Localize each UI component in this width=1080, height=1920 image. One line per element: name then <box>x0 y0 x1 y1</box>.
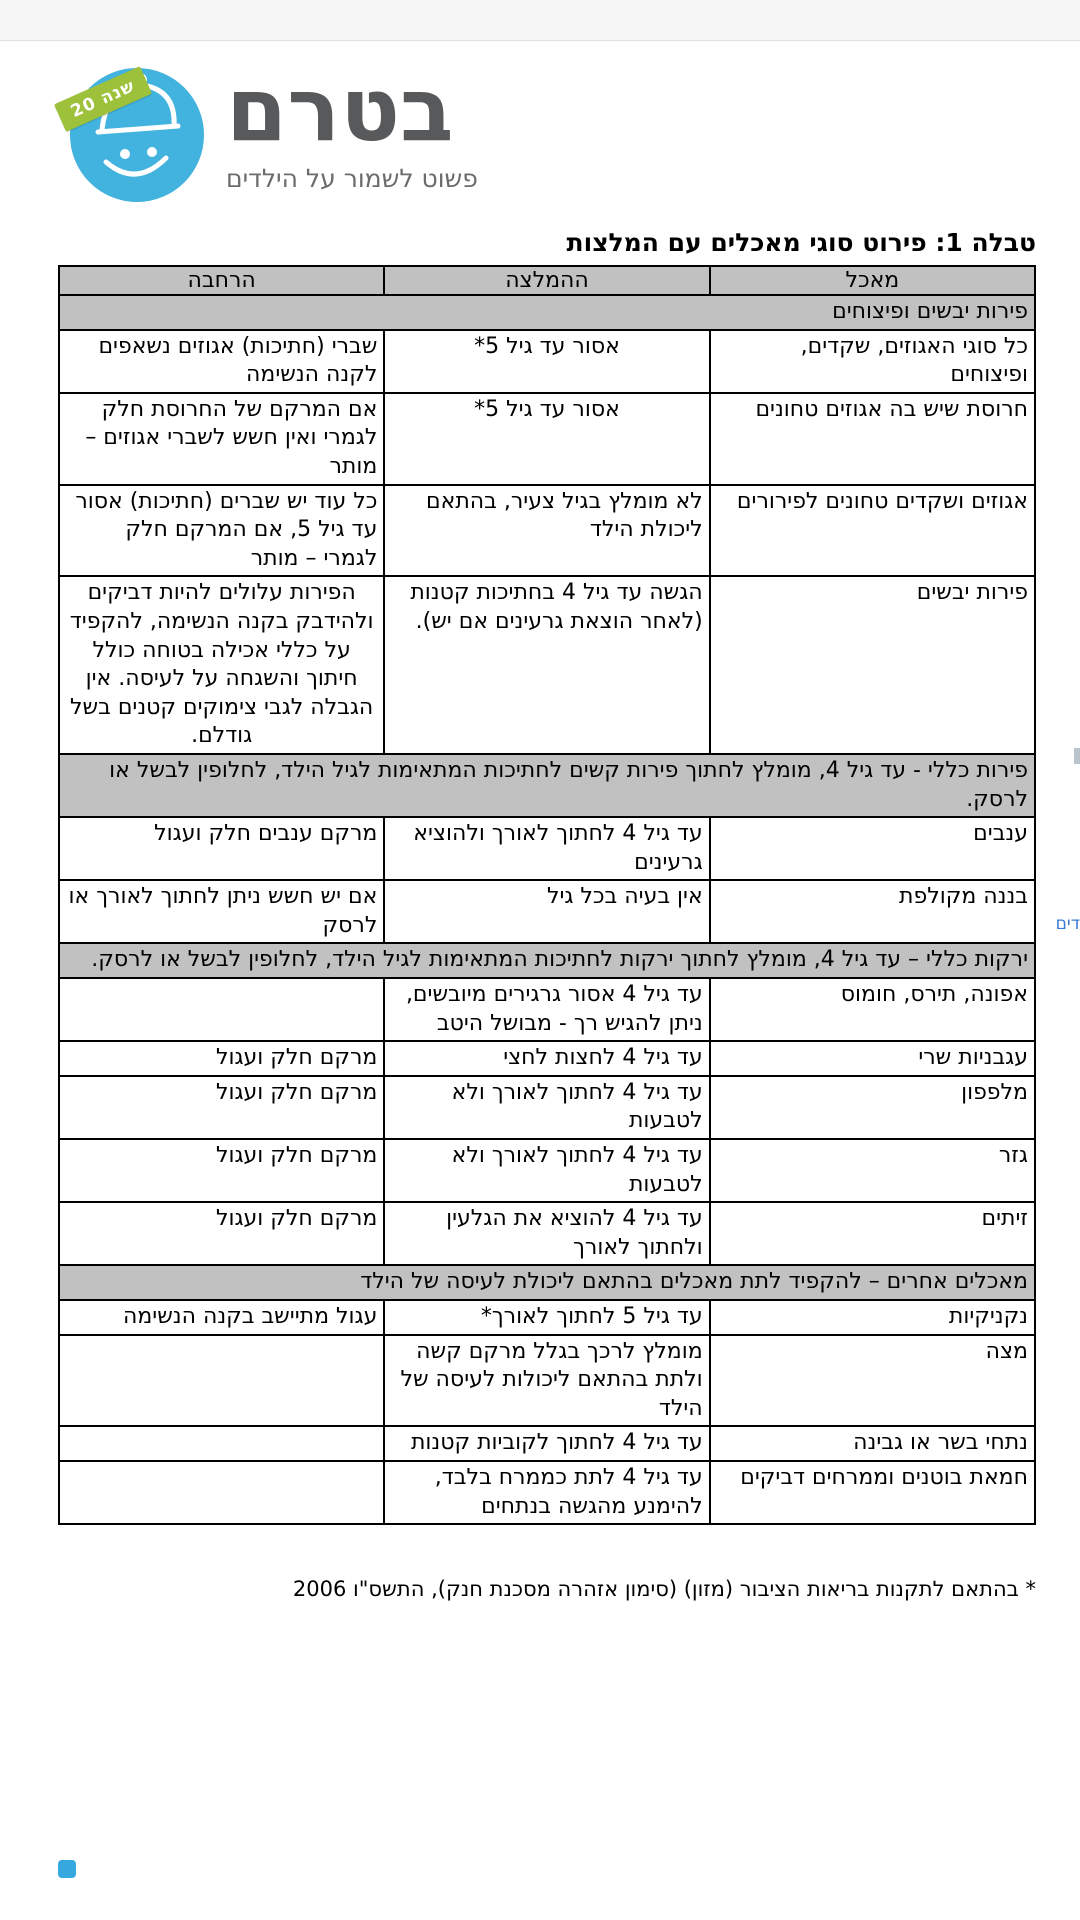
table-row <box>59 1335 1035 1427</box>
section-row <box>59 754 1035 817</box>
table-row <box>59 817 1035 880</box>
expansion-cell: מרקם ענבים חלק ועגול <box>59 817 384 880</box>
column-header: ההמלצה <box>384 266 709 295</box>
expansion-cell: אם המרקם של החרוסת חלק לגמרי ואין חשש לשברי אגוזים – מותר <box>59 393 384 485</box>
table-header <box>59 266 1035 295</box>
food-cell: נתחי בשר או גבינה <box>710 1426 1035 1461</box>
section-row <box>59 1265 1035 1300</box>
table-row <box>59 330 1035 393</box>
section-row <box>59 943 1035 978</box>
food-cell: כל סוגי האגוזים, שקדים, ופיצוחים <box>710 330 1035 393</box>
brand-name: בטרם <box>226 58 454 161</box>
table-row <box>59 1300 1035 1335</box>
table-title: טבלה 1: פירוט סוגי מאכלים עם המלצות <box>566 228 1036 257</box>
food-cell: גזר <box>710 1139 1035 1202</box>
recommendation-cell: אסור עד גיל 5* <box>384 330 709 393</box>
expansion-cell: כל עוד יש שברים (חתיכות) אסור עד גיל 5, אם המרקם חלק לגמרי – מותר <box>59 485 384 577</box>
recommendation-cell: מומלץ לרכך בגלל מרקם קשה ולתת בהתאם ליכולות לעיסה של הילד <box>384 1335 709 1427</box>
recommendation-cell: עד גיל 4 לחצות לחצי <box>384 1041 709 1076</box>
table-row <box>59 1139 1035 1202</box>
expansion-cell: מרקם חלק ועגול <box>59 1041 384 1076</box>
table-row <box>59 485 1035 577</box>
table-row <box>59 1426 1035 1461</box>
recommendation-cell: עד גיל 4 לחתוך לאורך ולא לטבעות <box>384 1076 709 1139</box>
food-cell: עגבניות שרי <box>710 1041 1035 1076</box>
widget-button[interactable] <box>58 1860 76 1878</box>
food-cell: נקניקיות <box>710 1300 1035 1335</box>
ribbon-label: 20 שנה <box>67 76 139 122</box>
food-cell: מלפפון <box>710 1076 1035 1139</box>
side-artifact-line <box>1074 748 1080 764</box>
expansion-cell <box>59 1461 384 1524</box>
food-cell: פירות יבשים <box>710 576 1035 754</box>
food-table <box>58 265 1036 1525</box>
recommendation-cell: אסור עד גיל 5* <box>384 393 709 485</box>
table-row <box>59 978 1035 1041</box>
section-label: פירות כללי - עד גיל 4, מומלץ לחתוך פירות קשים לחתיכות המתאימות לגיל הילד, לחלופין לבשל או לרסק. <box>59 754 1035 817</box>
section-label: פירות יבשים ופיצוחים <box>59 295 1035 330</box>
expansion-cell: אם יש חשש ניתן לחתוך לאורך או לרסק <box>59 880 384 943</box>
food-cell: חרוסת שיש בה אגוזים טחונים <box>710 393 1035 485</box>
recommendation-cell: עד גיל 5 לחתוך לאורך* <box>384 1300 709 1335</box>
section-label: מאכלים אחרים – להקפיד לתת מאכלים בהתאם ליכולת לעיסה של הילד <box>59 1265 1035 1300</box>
column-header: הרחבה <box>59 266 384 295</box>
side-artifact-text: דים <box>1055 914 1080 934</box>
recommendation-cell: עד גיל 4 להוציא את הגלעין ולחתוך לאורך <box>384 1202 709 1265</box>
table-body <box>59 295 1035 1524</box>
food-cell: חמאת בוטנים וממרחים דביקים <box>710 1461 1035 1524</box>
section-label: ירקות כללי – עד גיל 4, מומלץ לחתוך ירקות לחתיכות המתאימות לגיל הילד, לחלופין לבשל או לרסק. <box>59 943 1035 978</box>
recommendation-cell: עד גיל 4 לחתוך לאורך ולהוציא גרעינים <box>384 817 709 880</box>
recommendation-cell: לא מומלץ בגיל צעיר, בהתאם ליכולת הילד <box>384 485 709 577</box>
food-cell: מצה <box>710 1335 1035 1427</box>
table-row <box>59 393 1035 485</box>
food-cell: בננה מקולפת <box>710 880 1035 943</box>
recommendation-cell: עד גיל 4 לחתוך לקוביות קטנות <box>384 1426 709 1461</box>
recommendation-cell: הגשה עד גיל 4 בחתיכות קטנות (לאחר הוצאת גרעינים אם יש). <box>384 576 709 754</box>
document-content <box>58 0 1036 1601</box>
table-row <box>59 1202 1035 1265</box>
table-row <box>59 880 1035 943</box>
expansion-cell <box>59 1426 384 1461</box>
expansion-cell: מרקם חלק ועגול <box>59 1202 384 1265</box>
recommendation-cell: עד גיל 4 אסור גרגירים מיובשים, ניתן להגיש רך - מבושל היטב <box>384 978 709 1041</box>
footnote: * בהתאם לתקנות בריאות הציבור (מזון) (סימון אזהרה מסכנת חנק), התשס"ו 2006 <box>292 1577 1036 1602</box>
food-cell: ענבים <box>710 817 1035 880</box>
recommendation-cell: עד גיל 4 לחתוך לאורך ולא לטבעות <box>384 1139 709 1202</box>
header-row <box>59 266 1035 295</box>
expansion-cell <box>59 978 384 1041</box>
expansion-cell <box>59 1335 384 1427</box>
expansion-cell: עגול מתיישב בקנה הנשימה <box>59 1300 384 1335</box>
table-row <box>59 1041 1035 1076</box>
expansion-cell: שברי (חתיכות) אגוזים נשאפים לקנה הנשימה <box>59 330 384 393</box>
section-row <box>59 295 1035 330</box>
recommendation-cell: אין בעיה בכל גיל <box>384 880 709 943</box>
table-row <box>59 1076 1035 1139</box>
table-row <box>59 576 1035 754</box>
table-row <box>59 1461 1035 1524</box>
food-cell: אגוזים ושקדים טחונים לפירורים <box>710 485 1035 577</box>
brand-tagline: פשוט לשמור על הילדים <box>226 164 478 193</box>
food-cell: זיתים <box>710 1202 1035 1265</box>
column-header: מאכל <box>710 266 1035 295</box>
expansion-cell: מרקם חלק ועגול <box>59 1076 384 1139</box>
expansion-cell: מרקם חלק ועגול <box>59 1139 384 1202</box>
food-cell: אפונה, תירס, חומוס <box>710 978 1035 1041</box>
recommendation-cell: עד גיל 4 לתת כממרח בלבד, להימנע מהגשה בנתחים <box>384 1461 709 1524</box>
expansion-cell: הפירות עלולים להיות דביקים ולהידבק בקנה הנשימה, להקפיד על כללי אכילה בטוחה כולל חיתוך והשגחה על לעיסה. אין הגבלה לגבי צימוקים קטנים בשל גודלם. <box>59 576 384 754</box>
